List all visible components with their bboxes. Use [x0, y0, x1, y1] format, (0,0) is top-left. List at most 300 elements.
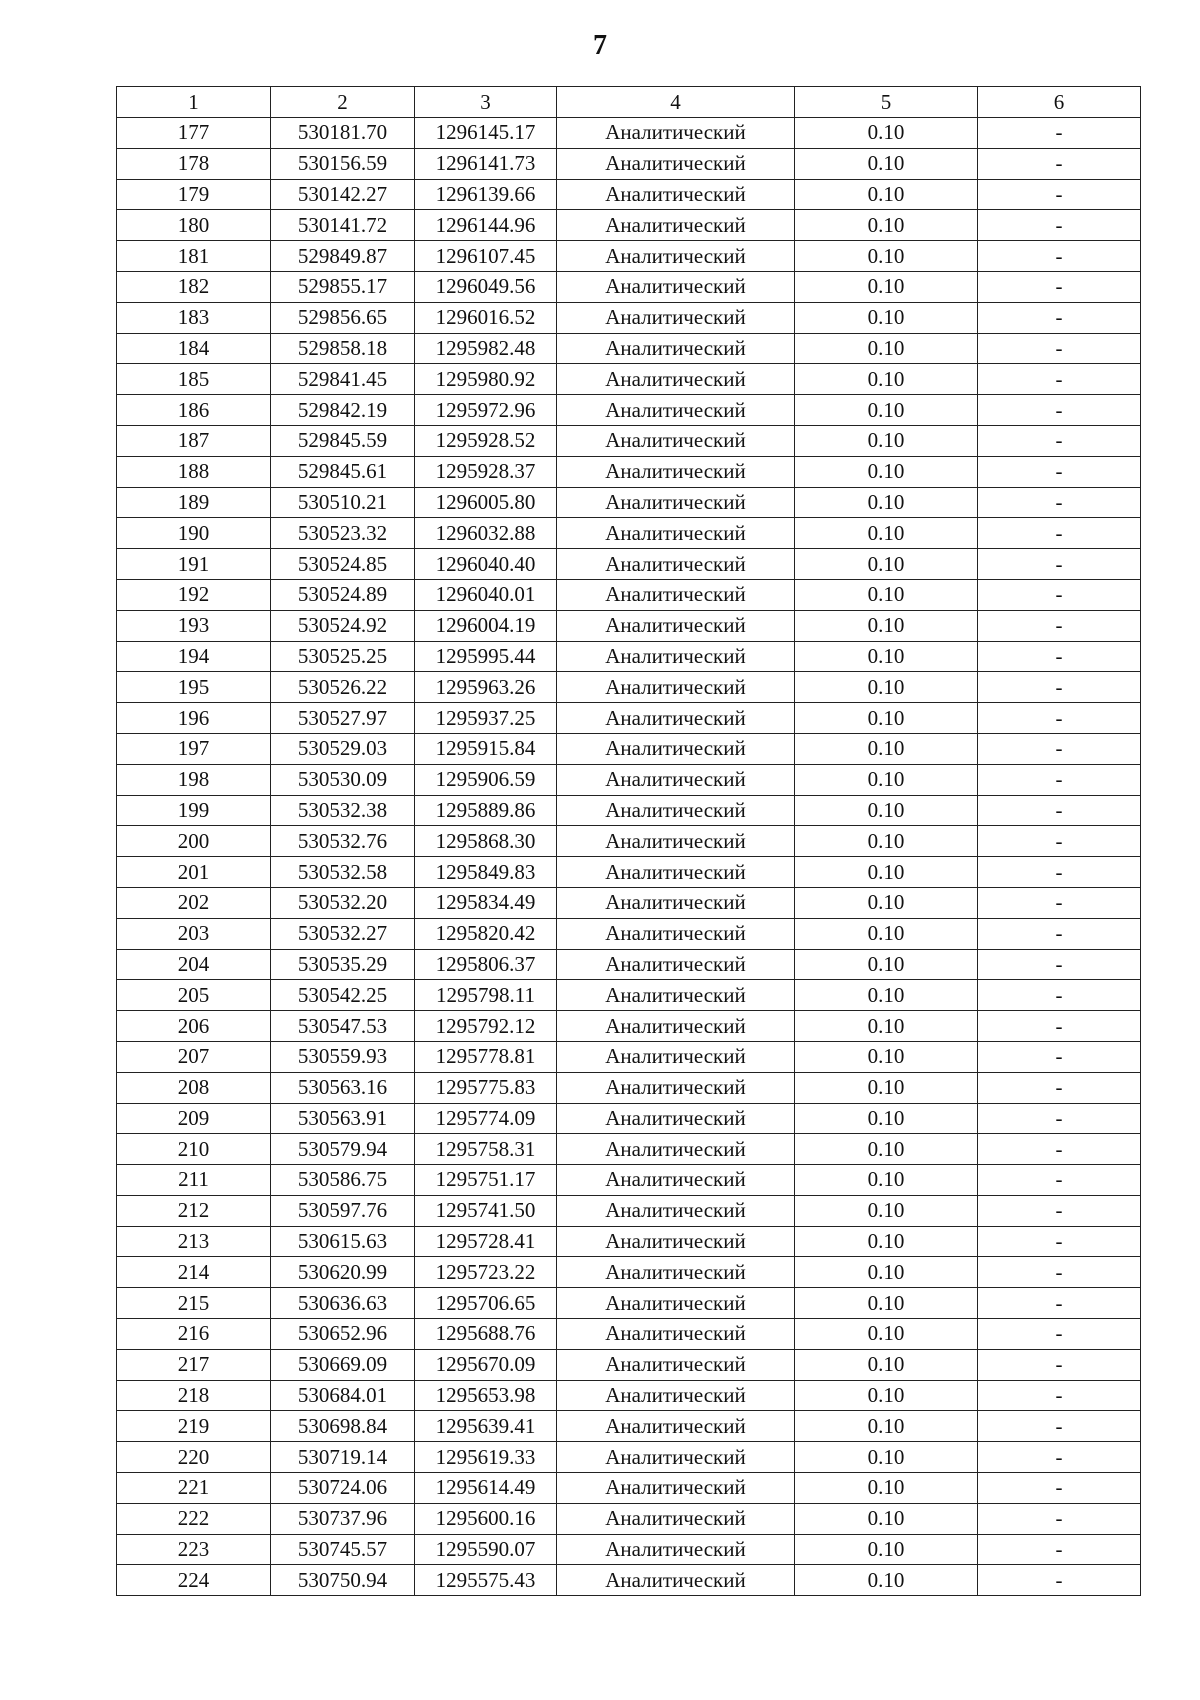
table-row — [117, 1041, 1141, 1072]
accuracy-cell: 0.10 — [795, 271, 978, 302]
table-row — [117, 456, 1141, 487]
x-coordinate-cell: 529856.65 — [271, 302, 415, 333]
column-header: 1 — [117, 87, 271, 118]
accuracy-cell: 0.10 — [795, 703, 978, 734]
table-row — [117, 241, 1141, 272]
point-number-cell: 180 — [117, 210, 271, 241]
accuracy-cell: 0.10 — [795, 364, 978, 395]
y-coordinate-cell: 1295980.92 — [415, 364, 557, 395]
note-cell: - — [978, 549, 1141, 580]
note-cell: - — [978, 1041, 1141, 1072]
table-row — [117, 1473, 1141, 1504]
y-coordinate-cell: 1296016.52 — [415, 302, 557, 333]
table-header-row — [117, 87, 1141, 118]
point-number-cell: 195 — [117, 672, 271, 703]
y-coordinate-cell: 1295741.50 — [415, 1195, 557, 1226]
accuracy-cell: 0.10 — [795, 672, 978, 703]
note-cell: - — [978, 333, 1141, 364]
table-row — [117, 148, 1141, 179]
accuracy-cell: 0.10 — [795, 148, 978, 179]
method-cell: Аналитический — [557, 456, 795, 487]
x-coordinate-cell: 530142.27 — [271, 179, 415, 210]
accuracy-cell: 0.10 — [795, 733, 978, 764]
method-cell: Аналитический — [557, 1041, 795, 1072]
point-number-cell: 214 — [117, 1257, 271, 1288]
table-row — [117, 1319, 1141, 1350]
note-cell: - — [978, 1103, 1141, 1134]
accuracy-cell: 0.10 — [795, 1072, 978, 1103]
method-cell: Аналитический — [557, 148, 795, 179]
accuracy-cell: 0.10 — [795, 1195, 978, 1226]
method-cell: Аналитический — [557, 1319, 795, 1350]
x-coordinate-cell: 530615.63 — [271, 1226, 415, 1257]
x-coordinate-cell: 530620.99 — [271, 1257, 415, 1288]
x-coordinate-cell: 530745.57 — [271, 1534, 415, 1565]
method-cell: Аналитический — [557, 1534, 795, 1565]
table-row — [117, 1257, 1141, 1288]
x-coordinate-cell: 529858.18 — [271, 333, 415, 364]
x-coordinate-cell: 529855.17 — [271, 271, 415, 302]
y-coordinate-cell: 1295928.52 — [415, 425, 557, 456]
point-number-cell: 211 — [117, 1165, 271, 1196]
table-row — [117, 887, 1141, 918]
method-cell: Аналитический — [557, 1011, 795, 1042]
note-cell: - — [978, 1411, 1141, 1442]
table-row — [117, 1503, 1141, 1534]
y-coordinate-cell: 1295775.83 — [415, 1072, 557, 1103]
accuracy-cell: 0.10 — [795, 1288, 978, 1319]
accuracy-cell: 0.10 — [795, 1011, 978, 1042]
note-cell: - — [978, 949, 1141, 980]
y-coordinate-cell: 1296005.80 — [415, 487, 557, 518]
table-row — [117, 1411, 1141, 1442]
table-row — [117, 1226, 1141, 1257]
point-number-cell: 188 — [117, 456, 271, 487]
method-cell: Аналитический — [557, 1257, 795, 1288]
note-cell: - — [978, 1473, 1141, 1504]
table-row — [117, 857, 1141, 888]
method-cell: Аналитический — [557, 179, 795, 210]
method-cell: Аналитический — [557, 210, 795, 241]
note-cell: - — [978, 795, 1141, 826]
note-cell: - — [978, 887, 1141, 918]
note-cell: - — [978, 148, 1141, 179]
accuracy-cell: 0.10 — [795, 641, 978, 672]
accuracy-cell: 0.10 — [795, 1165, 978, 1196]
x-coordinate-cell: 530636.63 — [271, 1288, 415, 1319]
y-coordinate-cell: 1295928.37 — [415, 456, 557, 487]
table-row — [117, 1565, 1141, 1596]
y-coordinate-cell: 1296145.17 — [415, 118, 557, 149]
table-row — [117, 1195, 1141, 1226]
method-cell: Аналитический — [557, 1503, 795, 1534]
y-coordinate-cell: 1295758.31 — [415, 1134, 557, 1165]
method-cell: Аналитический — [557, 549, 795, 580]
x-coordinate-cell: 530141.72 — [271, 210, 415, 241]
method-cell: Аналитический — [557, 795, 795, 826]
table-row — [117, 1442, 1141, 1473]
table-row — [117, 549, 1141, 580]
y-coordinate-cell: 1295670.09 — [415, 1349, 557, 1380]
method-cell: Аналитический — [557, 1349, 795, 1380]
table-row — [117, 425, 1141, 456]
table-row — [117, 302, 1141, 333]
method-cell: Аналитический — [557, 395, 795, 426]
y-coordinate-cell: 1295889.86 — [415, 795, 557, 826]
point-number-cell: 202 — [117, 887, 271, 918]
y-coordinate-cell: 1295778.81 — [415, 1041, 557, 1072]
point-number-cell: 206 — [117, 1011, 271, 1042]
x-coordinate-cell: 530524.85 — [271, 549, 415, 580]
accuracy-cell: 0.10 — [795, 1442, 978, 1473]
y-coordinate-cell: 1296139.66 — [415, 179, 557, 210]
accuracy-cell: 0.10 — [795, 949, 978, 980]
x-coordinate-cell: 530547.53 — [271, 1011, 415, 1042]
accuracy-cell: 0.10 — [795, 333, 978, 364]
point-number-cell: 207 — [117, 1041, 271, 1072]
x-coordinate-cell: 530523.32 — [271, 518, 415, 549]
accuracy-cell: 0.10 — [795, 241, 978, 272]
point-number-cell: 177 — [117, 118, 271, 149]
note-cell: - — [978, 1011, 1141, 1042]
method-cell: Аналитический — [557, 1442, 795, 1473]
accuracy-cell: 0.10 — [795, 518, 978, 549]
x-coordinate-cell: 530532.20 — [271, 887, 415, 918]
x-coordinate-cell: 530524.89 — [271, 579, 415, 610]
x-coordinate-cell: 530532.27 — [271, 918, 415, 949]
method-cell: Аналитический — [557, 1165, 795, 1196]
accuracy-cell: 0.10 — [795, 1380, 978, 1411]
y-coordinate-cell: 1296040.40 — [415, 549, 557, 580]
point-number-cell: 222 — [117, 1503, 271, 1534]
x-coordinate-cell: 530750.94 — [271, 1565, 415, 1596]
method-cell: Аналитический — [557, 1195, 795, 1226]
point-number-cell: 182 — [117, 271, 271, 302]
note-cell: - — [978, 456, 1141, 487]
x-coordinate-cell: 530586.75 — [271, 1165, 415, 1196]
y-coordinate-cell: 1295653.98 — [415, 1380, 557, 1411]
x-coordinate-cell: 530669.09 — [271, 1349, 415, 1380]
y-coordinate-cell: 1295868.30 — [415, 826, 557, 857]
table-row — [117, 703, 1141, 734]
table-row — [117, 1288, 1141, 1319]
table-row — [117, 179, 1141, 210]
table-row — [117, 364, 1141, 395]
note-cell: - — [978, 364, 1141, 395]
x-coordinate-cell: 530181.70 — [271, 118, 415, 149]
accuracy-cell: 0.10 — [795, 549, 978, 580]
note-cell: - — [978, 579, 1141, 610]
point-number-cell: 191 — [117, 549, 271, 580]
point-number-cell: 210 — [117, 1134, 271, 1165]
method-cell: Аналитический — [557, 425, 795, 456]
x-coordinate-cell: 530559.93 — [271, 1041, 415, 1072]
table-row — [117, 1011, 1141, 1042]
point-number-cell: 181 — [117, 241, 271, 272]
table-row — [117, 333, 1141, 364]
accuracy-cell: 0.10 — [795, 1103, 978, 1134]
note-cell: - — [978, 241, 1141, 272]
point-number-cell: 179 — [117, 179, 271, 210]
method-cell: Аналитический — [557, 1411, 795, 1442]
table-row — [117, 118, 1141, 149]
note-cell: - — [978, 1565, 1141, 1596]
x-coordinate-cell: 530532.76 — [271, 826, 415, 857]
note-cell: - — [978, 857, 1141, 888]
table-row — [117, 579, 1141, 610]
x-coordinate-cell: 530530.09 — [271, 764, 415, 795]
y-coordinate-cell: 1296144.96 — [415, 210, 557, 241]
note-cell: - — [978, 1072, 1141, 1103]
accuracy-cell: 0.10 — [795, 1411, 978, 1442]
column-header: 5 — [795, 87, 978, 118]
y-coordinate-cell: 1295906.59 — [415, 764, 557, 795]
method-cell: Аналитический — [557, 302, 795, 333]
table-row — [117, 518, 1141, 549]
y-coordinate-cell: 1296032.88 — [415, 518, 557, 549]
method-cell: Аналитический — [557, 487, 795, 518]
note-cell: - — [978, 641, 1141, 672]
method-cell: Аналитический — [557, 1103, 795, 1134]
table-row — [117, 210, 1141, 241]
column-header: 6 — [978, 87, 1141, 118]
accuracy-cell: 0.10 — [795, 1534, 978, 1565]
accuracy-cell: 0.10 — [795, 918, 978, 949]
y-coordinate-cell: 1295728.41 — [415, 1226, 557, 1257]
accuracy-cell: 0.10 — [795, 1319, 978, 1350]
x-coordinate-cell: 530156.59 — [271, 148, 415, 179]
table-row — [117, 1534, 1141, 1565]
x-coordinate-cell: 530724.06 — [271, 1473, 415, 1504]
point-number-cell: 197 — [117, 733, 271, 764]
x-coordinate-cell: 530532.58 — [271, 857, 415, 888]
method-cell: Аналитический — [557, 1473, 795, 1504]
point-number-cell: 215 — [117, 1288, 271, 1319]
note-cell: - — [978, 425, 1141, 456]
note-cell: - — [978, 118, 1141, 149]
method-cell: Аналитический — [557, 1565, 795, 1596]
accuracy-cell: 0.10 — [795, 395, 978, 426]
y-coordinate-cell: 1295982.48 — [415, 333, 557, 364]
x-coordinate-cell: 530527.97 — [271, 703, 415, 734]
point-number-cell: 223 — [117, 1534, 271, 1565]
point-number-cell: 221 — [117, 1473, 271, 1504]
point-number-cell: 200 — [117, 826, 271, 857]
method-cell: Аналитический — [557, 333, 795, 364]
accuracy-cell: 0.10 — [795, 579, 978, 610]
point-number-cell: 224 — [117, 1565, 271, 1596]
y-coordinate-cell: 1295751.17 — [415, 1165, 557, 1196]
note-cell: - — [978, 826, 1141, 857]
method-cell: Аналитический — [557, 241, 795, 272]
accuracy-cell: 0.10 — [795, 1349, 978, 1380]
table-body — [117, 87, 1141, 1596]
y-coordinate-cell: 1295619.33 — [415, 1442, 557, 1473]
note-cell: - — [978, 610, 1141, 641]
x-coordinate-cell: 530719.14 — [271, 1442, 415, 1473]
y-coordinate-cell: 1295937.25 — [415, 703, 557, 734]
note-cell: - — [978, 1442, 1141, 1473]
table-row — [117, 795, 1141, 826]
note-cell: - — [978, 1349, 1141, 1380]
point-number-cell: 203 — [117, 918, 271, 949]
table-row — [117, 918, 1141, 949]
note-cell: - — [978, 518, 1141, 549]
point-number-cell: 193 — [117, 610, 271, 641]
note-cell: - — [978, 1319, 1141, 1350]
point-number-cell: 204 — [117, 949, 271, 980]
note-cell: - — [978, 395, 1141, 426]
table-row — [117, 980, 1141, 1011]
note-cell: - — [978, 1195, 1141, 1226]
y-coordinate-cell: 1296107.45 — [415, 241, 557, 272]
note-cell: - — [978, 1134, 1141, 1165]
x-coordinate-cell: 530563.91 — [271, 1103, 415, 1134]
table-row — [117, 1165, 1141, 1196]
accuracy-cell: 0.10 — [795, 826, 978, 857]
note-cell: - — [978, 672, 1141, 703]
x-coordinate-cell: 529845.61 — [271, 456, 415, 487]
y-coordinate-cell: 1295590.07 — [415, 1534, 557, 1565]
table-row — [117, 641, 1141, 672]
note-cell: - — [978, 918, 1141, 949]
table-row — [117, 487, 1141, 518]
y-coordinate-cell: 1295774.09 — [415, 1103, 557, 1134]
y-coordinate-cell: 1295995.44 — [415, 641, 557, 672]
note-cell: - — [978, 179, 1141, 210]
method-cell: Аналитический — [557, 857, 795, 888]
x-coordinate-cell: 530532.38 — [271, 795, 415, 826]
method-cell: Аналитический — [557, 518, 795, 549]
method-cell: Аналитический — [557, 733, 795, 764]
table-row — [117, 271, 1141, 302]
accuracy-cell: 0.10 — [795, 1473, 978, 1504]
note-cell: - — [978, 733, 1141, 764]
x-coordinate-cell: 530579.94 — [271, 1134, 415, 1165]
point-number-cell: 217 — [117, 1349, 271, 1380]
x-coordinate-cell: 530525.25 — [271, 641, 415, 672]
y-coordinate-cell: 1295820.42 — [415, 918, 557, 949]
y-coordinate-cell: 1295706.65 — [415, 1288, 557, 1319]
x-coordinate-cell: 530652.96 — [271, 1319, 415, 1350]
accuracy-cell: 0.10 — [795, 610, 978, 641]
x-coordinate-cell: 530529.03 — [271, 733, 415, 764]
y-coordinate-cell: 1295963.26 — [415, 672, 557, 703]
note-cell: - — [978, 980, 1141, 1011]
point-number-cell: 192 — [117, 579, 271, 610]
x-coordinate-cell: 530684.01 — [271, 1380, 415, 1411]
point-number-cell: 187 — [117, 425, 271, 456]
note-cell: - — [978, 302, 1141, 333]
point-number-cell: 220 — [117, 1442, 271, 1473]
x-coordinate-cell: 530737.96 — [271, 1503, 415, 1534]
accuracy-cell: 0.10 — [795, 764, 978, 795]
y-coordinate-cell: 1296049.56 — [415, 271, 557, 302]
point-number-cell: 186 — [117, 395, 271, 426]
column-header: 4 — [557, 87, 795, 118]
method-cell: Аналитический — [557, 918, 795, 949]
point-number-cell: 213 — [117, 1226, 271, 1257]
accuracy-cell: 0.10 — [795, 1226, 978, 1257]
method-cell: Аналитический — [557, 610, 795, 641]
accuracy-cell: 0.10 — [795, 456, 978, 487]
point-number-cell: 201 — [117, 857, 271, 888]
accuracy-cell: 0.10 — [795, 1041, 978, 1072]
y-coordinate-cell: 1295834.49 — [415, 887, 557, 918]
method-cell: Аналитический — [557, 949, 795, 980]
accuracy-cell: 0.10 — [795, 487, 978, 518]
note-cell: - — [978, 1226, 1141, 1257]
table-row — [117, 395, 1141, 426]
note-cell: - — [978, 271, 1141, 302]
note-cell: - — [978, 764, 1141, 795]
point-number-cell: 185 — [117, 364, 271, 395]
method-cell: Аналитический — [557, 271, 795, 302]
table-row — [117, 1380, 1141, 1411]
table-row — [117, 764, 1141, 795]
method-cell: Аналитический — [557, 887, 795, 918]
point-number-cell: 178 — [117, 148, 271, 179]
x-coordinate-cell: 530563.16 — [271, 1072, 415, 1103]
y-coordinate-cell: 1296141.73 — [415, 148, 557, 179]
point-number-cell: 205 — [117, 980, 271, 1011]
y-coordinate-cell: 1295723.22 — [415, 1257, 557, 1288]
y-coordinate-cell: 1295792.12 — [415, 1011, 557, 1042]
x-coordinate-cell: 530698.84 — [271, 1411, 415, 1442]
note-cell: - — [978, 210, 1141, 241]
column-header: 3 — [415, 87, 557, 118]
method-cell: Аналитический — [557, 118, 795, 149]
accuracy-cell: 0.10 — [795, 857, 978, 888]
y-coordinate-cell: 1295849.83 — [415, 857, 557, 888]
note-cell: - — [978, 1380, 1141, 1411]
y-coordinate-cell: 1295915.84 — [415, 733, 557, 764]
note-cell: - — [978, 1165, 1141, 1196]
y-coordinate-cell: 1295639.41 — [415, 1411, 557, 1442]
x-coordinate-cell: 530597.76 — [271, 1195, 415, 1226]
point-number-cell: 190 — [117, 518, 271, 549]
table-row — [117, 733, 1141, 764]
table-row — [117, 1072, 1141, 1103]
point-number-cell: 216 — [117, 1319, 271, 1350]
accuracy-cell: 0.10 — [795, 179, 978, 210]
x-coordinate-cell: 529842.19 — [271, 395, 415, 426]
method-cell: Аналитический — [557, 1380, 795, 1411]
method-cell: Аналитический — [557, 1072, 795, 1103]
x-coordinate-cell: 530542.25 — [271, 980, 415, 1011]
accuracy-cell: 0.10 — [795, 795, 978, 826]
x-coordinate-cell: 530510.21 — [271, 487, 415, 518]
method-cell: Аналитический — [557, 764, 795, 795]
table-row — [117, 610, 1141, 641]
x-coordinate-cell: 530535.29 — [271, 949, 415, 980]
x-coordinate-cell: 529841.45 — [271, 364, 415, 395]
table-row — [117, 1103, 1141, 1134]
method-cell: Аналитический — [557, 1288, 795, 1319]
note-cell: - — [978, 1534, 1141, 1565]
table-row — [117, 672, 1141, 703]
table-row — [117, 826, 1141, 857]
y-coordinate-cell: 1295575.43 — [415, 1565, 557, 1596]
point-number-cell: 218 — [117, 1380, 271, 1411]
point-number-cell: 184 — [117, 333, 271, 364]
y-coordinate-cell: 1295972.96 — [415, 395, 557, 426]
point-number-cell: 183 — [117, 302, 271, 333]
y-coordinate-cell: 1296004.19 — [415, 610, 557, 641]
method-cell: Аналитический — [557, 1226, 795, 1257]
point-number-cell: 208 — [117, 1072, 271, 1103]
point-number-cell: 198 — [117, 764, 271, 795]
